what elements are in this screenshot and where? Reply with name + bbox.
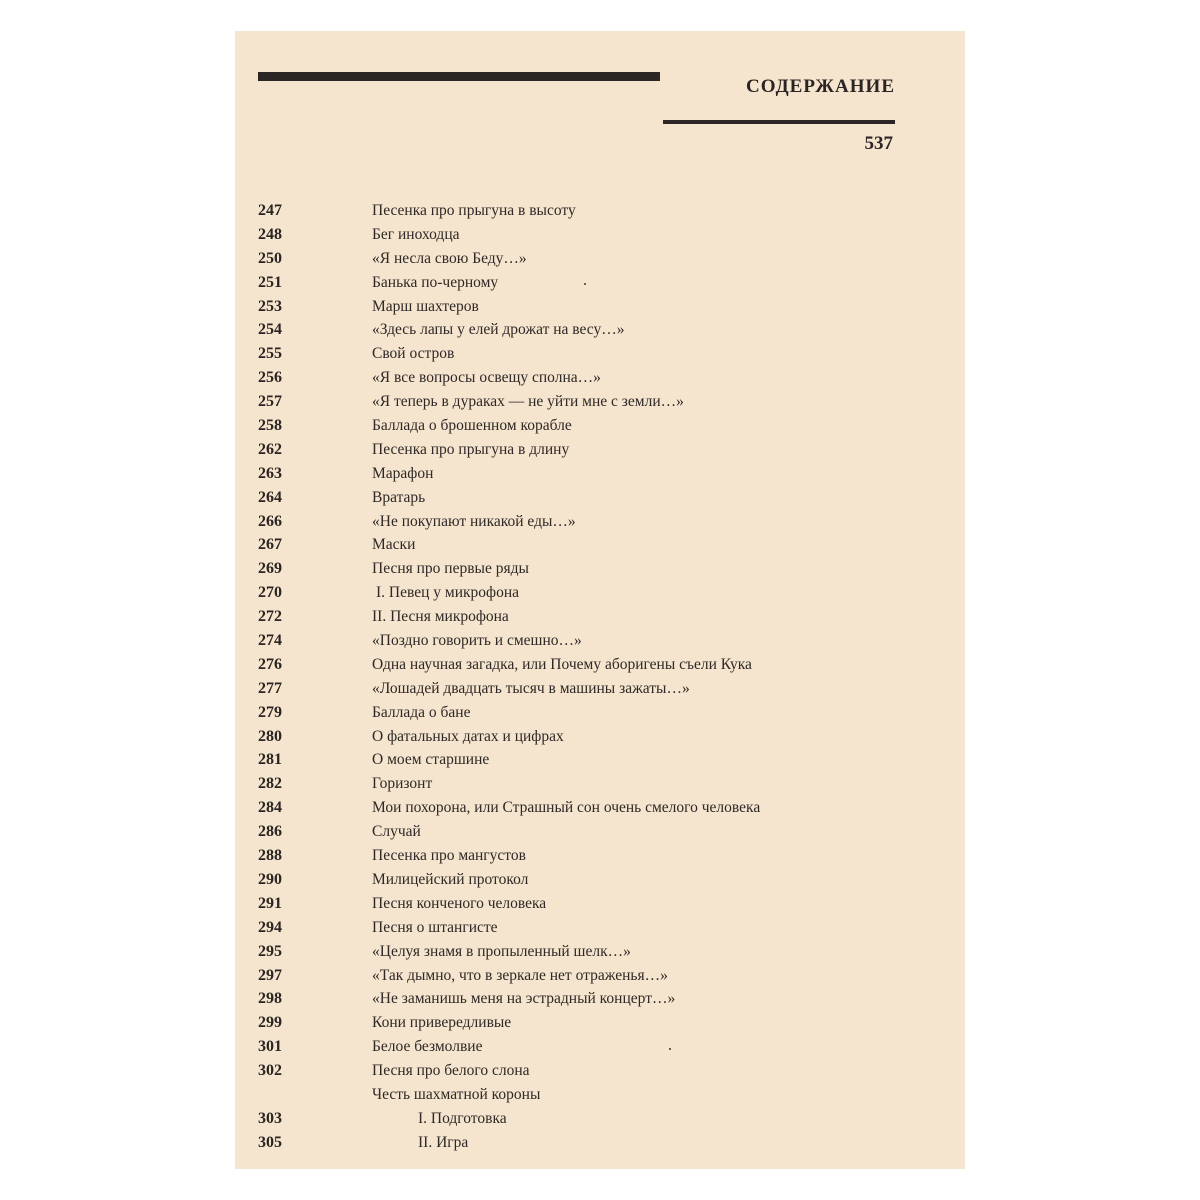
section-title: СОДЕРЖАНИЕ — [746, 76, 895, 97]
toc-page-number: 288 — [258, 847, 282, 865]
toc-title: Баллада о брошенном корабле — [372, 417, 572, 435]
toc-entry — [258, 1059, 898, 1083]
toc-page-number: 254 — [258, 321, 282, 339]
toc-entry — [258, 725, 898, 749]
toc-title: «Я теперь в дураках — не уйти мне с земли…» — [372, 393, 684, 411]
toc-title: Песня о штангисте — [372, 918, 498, 936]
toc-entry — [258, 271, 898, 295]
toc-entry — [258, 964, 898, 988]
toc-page-number: 248 — [258, 225, 282, 243]
toc-title: Банька по-черному — [372, 273, 499, 291]
toc-title: Честь шахматной короны — [372, 1085, 541, 1103]
toc-entry — [258, 199, 898, 223]
toc-title: «Не покупают никакой еды…» — [372, 512, 576, 530]
toc-page-number: 276 — [258, 655, 282, 673]
toc-page-number: 297 — [258, 966, 282, 984]
toc-entry — [258, 987, 898, 1011]
toc-entry — [258, 916, 898, 940]
toc-title: Песенка про прыгуна в высоту — [372, 202, 576, 219]
toc-entry — [258, 581, 898, 605]
toc-title: II. Песня микрофона — [372, 608, 509, 626]
toc-title: Песня про первые ряды — [372, 560, 529, 578]
toc-title: Одна научная загадка, или Почему аборигены съели Кука — [372, 655, 752, 673]
toc-title: Маски — [372, 536, 416, 554]
toc-page-number: 257 — [258, 393, 282, 411]
toc-entry — [258, 1011, 898, 1035]
toc-entry — [258, 677, 898, 701]
header-rule-long — [258, 72, 660, 81]
toc-page-number: 258 — [258, 417, 282, 435]
toc-entry — [258, 438, 898, 462]
toc-entry — [258, 868, 898, 892]
toc-page-number: 299 — [258, 1014, 282, 1032]
toc-page-number: 263 — [258, 464, 282, 482]
toc-page-number: 281 — [258, 751, 282, 769]
toc-page-number: 255 — [258, 345, 282, 363]
toc-page-number: 301 — [258, 1038, 282, 1056]
toc-entry — [258, 295, 898, 319]
toc-title: «Я несла свою Беду…» — [372, 249, 527, 267]
toc-page-number: 272 — [258, 608, 282, 626]
toc-page-number: 267 — [258, 536, 282, 554]
toc-title: Песенка про мангустов — [372, 847, 526, 865]
toc-entry — [258, 342, 898, 366]
print-speck — [584, 283, 586, 285]
toc-page-number: 250 — [258, 249, 282, 267]
toc-title: Белое безмолвие — [372, 1038, 483, 1056]
toc-title: Бег иноходца — [372, 225, 460, 243]
toc-page-number: 270 — [258, 584, 282, 602]
toc-page-number: 302 — [258, 1062, 282, 1080]
toc-page-number: 305 — [258, 1133, 282, 1151]
toc-page-number: 286 — [258, 823, 282, 841]
toc-entry — [258, 533, 898, 557]
toc-page-number: 294 — [258, 918, 282, 936]
toc-title: «Здесь лапы у елей дрожат на весу…» — [372, 321, 625, 339]
table-of-contents — [258, 199, 898, 1155]
toc-page-number: 284 — [258, 799, 282, 817]
toc-entry — [258, 486, 898, 510]
toc-title: «Я все вопросы освещу сполна…» — [372, 369, 601, 387]
toc-title: Вратарь — [372, 488, 426, 506]
toc-page-number: 264 — [258, 488, 282, 506]
toc-title: Марафон — [372, 464, 434, 482]
toc-page-number: 279 — [258, 703, 282, 721]
toc-entry — [258, 820, 898, 844]
toc-entry — [258, 940, 898, 964]
toc-entry — [258, 892, 898, 916]
toc-title: Свой остров — [372, 345, 455, 363]
toc-entry — [258, 223, 898, 247]
toc-entry — [258, 796, 898, 820]
toc-entry — [258, 653, 898, 677]
toc-title: Марш шахтеров — [372, 297, 479, 315]
toc-title: Горизонт — [372, 775, 433, 793]
toc-title: «Поздно говорить и смешно…» — [372, 632, 582, 650]
toc-entry — [258, 510, 898, 534]
toc-entry — [258, 414, 898, 438]
toc-entry — [258, 1083, 898, 1107]
toc-title: «Целуя знамя в пропыленный шелк…» — [372, 942, 631, 960]
toc-title: О моем старшине — [372, 751, 490, 769]
toc-page-number: 290 — [258, 870, 282, 888]
toc-title: II. Игра — [418, 1133, 469, 1151]
toc-entry — [258, 772, 898, 796]
toc-page-number: 251 — [258, 273, 282, 291]
toc-title: Случай — [372, 823, 421, 841]
toc-title: I. Подготовка — [418, 1109, 507, 1127]
toc-entry — [258, 629, 898, 653]
toc-title: Кони привередливые — [372, 1014, 512, 1032]
toc-title: Песенка про прыгуна в длину — [372, 440, 570, 458]
toc-page-number: 280 — [258, 727, 282, 745]
toc-page-number: 274 — [258, 632, 282, 650]
toc-entry — [258, 1107, 898, 1131]
toc-entry — [258, 701, 898, 725]
toc-page-number: 266 — [258, 512, 282, 530]
toc-entry — [258, 462, 898, 486]
toc-entry — [258, 748, 898, 772]
toc-page-number: 247 — [258, 202, 282, 219]
toc-title: «Лошадей двадцать тысяч в машины зажаты…» — [372, 679, 690, 697]
toc-page-number: 253 — [258, 297, 282, 315]
toc-title: Песня конченого человека — [372, 894, 547, 912]
toc-title: I. Певец у микрофона — [376, 584, 519, 602]
toc-page-number: 269 — [258, 560, 282, 578]
toc-entry — [258, 557, 898, 581]
toc-entry — [258, 247, 898, 271]
toc-page-number: 303 — [258, 1109, 282, 1127]
toc-title: «Не заманишь меня на эстрадный концерт…» — [372, 990, 676, 1008]
toc-title: Мои похорона, или Страшный сон очень смелого человека — [372, 799, 761, 817]
page-number: 537 — [864, 133, 893, 154]
toc-page-number: 295 — [258, 942, 282, 960]
toc-entry — [258, 605, 898, 629]
toc-page-number: 262 — [258, 440, 282, 458]
toc-title: Милицейский протокол — [372, 870, 529, 888]
toc-page-number: 277 — [258, 679, 282, 697]
toc-title: «Так дымно, что в зеркале нет отраженья…» — [372, 966, 668, 984]
toc-entry — [258, 1131, 898, 1155]
toc-page-number: 298 — [258, 990, 282, 1008]
toc-entry — [258, 1035, 898, 1059]
print-speck — [669, 1048, 671, 1050]
toc-page-number: 291 — [258, 894, 282, 912]
toc-entry — [258, 366, 898, 390]
toc-page-number: 256 — [258, 369, 282, 387]
toc-entry — [258, 844, 898, 868]
header-rule-short — [663, 120, 895, 124]
toc-title: О фатальных датах и цифрах — [372, 727, 564, 745]
toc-page-number: 282 — [258, 775, 282, 793]
toc-entry — [258, 318, 898, 342]
toc-title: Баллада о бане — [372, 703, 471, 721]
toc-title: Песня про белого слона — [372, 1062, 530, 1080]
toc-entry — [258, 390, 898, 414]
